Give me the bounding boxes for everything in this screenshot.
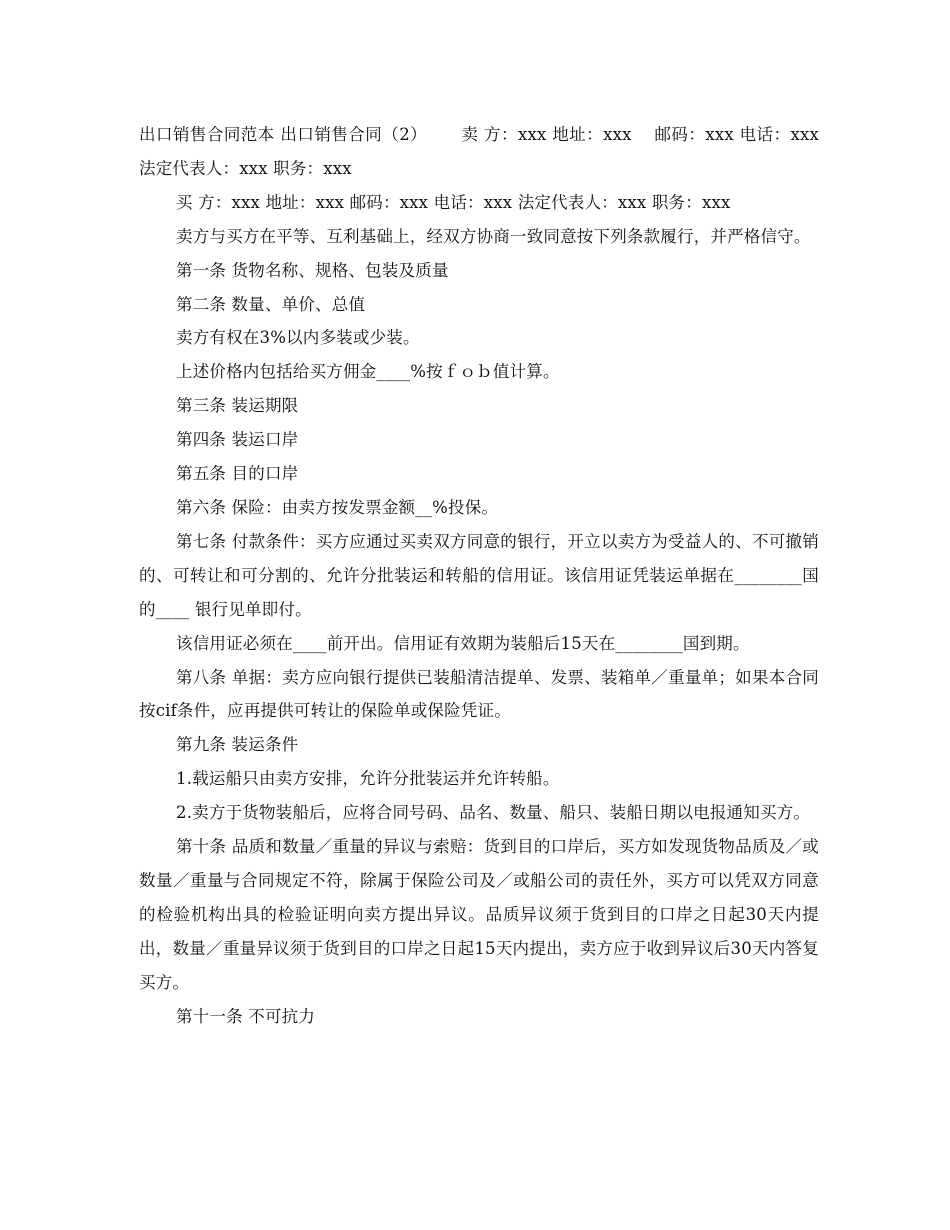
clause-9-item-2: 2.卖方于货物装船后，应将合同号码、品名、数量、船只、装船日期以电报通知买方。 [176,803,811,823]
paragraph-preamble: 卖方与买方在平等、互利基础上，经双方协商一致同意按下列条款履行，并严格信守。 [176,226,811,246]
clause-7-payment: 第七条 付款条件：买方应通过买卖双方同意的银行，开立以卖方为受益人的、不可撤销的、可转让和可分割的、允许分批装运和转船的信用证。该信用证凭装运单据在________国的____ 银行见单即付。 [139,531,819,619]
clause-5-heading: 第五条 目的口岸 [176,464,299,484]
clause-2-tolerance: 卖方有权在3%以内多装或少装。 [176,328,420,348]
clause-9-item-1: 1.载运船只由卖方安排，允许分批装运并允许转船。 [176,769,560,789]
clause-8-documents: 第八条 单据：卖方应向银行提供已装船清洁提单、发票、装箱单／重量单；如果本合同按cif条件，应再提供可转让的保险单或保险凭证。 [139,667,819,721]
clause-3-heading: 第三条 装运期限 [176,396,299,416]
paragraph-buyer-info: 买 方：xxx 地址：xxx 邮码：xxx 电话：xxx 法定代表人：xxx 职务：xxx [176,192,731,212]
clause-9-heading: 第九条 装运条件 [176,735,299,755]
paragraph-header-parties: 出口销售合同范本 出口销售合同（2） 卖 方：xxx 地址：xxx 邮码：xxx 电话：xxx 法定代表人：xxx 职务：xxx [139,125,841,178]
document-body [139,118,841,1033]
clause-11-heading: 第十一条 不可抗力 [176,1006,316,1026]
clause-10-claims: 第十条 品质和数量／重量的异议与索赔：货到目的口岸后，买方如发现货物品质及／或数量／重量与合同规定不符，除属于保险公司及／或船公司的责任外，买方可以凭双方同意的检验机构出具的检验证明向卖方提出异议。品质异议须于货到目的口岸之日起30天内提出，数量／重量异议须于货到目的口岸之日起15天内提出，卖方应于收到异议后30天内答复买方。 [139,837,819,992]
clause-4-heading: 第四条 装运口岸 [176,430,299,450]
clause-6-insurance: 第六条 保险：由卖方按发票金额__%投保。 [176,497,499,517]
clause-1-heading: 第一条 货物名称、规格、包装及质量 [176,260,449,280]
clause-2-heading: 第二条 数量、单价、总值 [176,294,366,314]
clause-2-commission: 上述价格内包括给买方佣金____%按ｆｏｂ值计算。 [176,362,560,382]
clause-7-validity: 该信用证必须在____前开出。信用证有效期为装船后15天在________国到期。 [176,633,750,653]
